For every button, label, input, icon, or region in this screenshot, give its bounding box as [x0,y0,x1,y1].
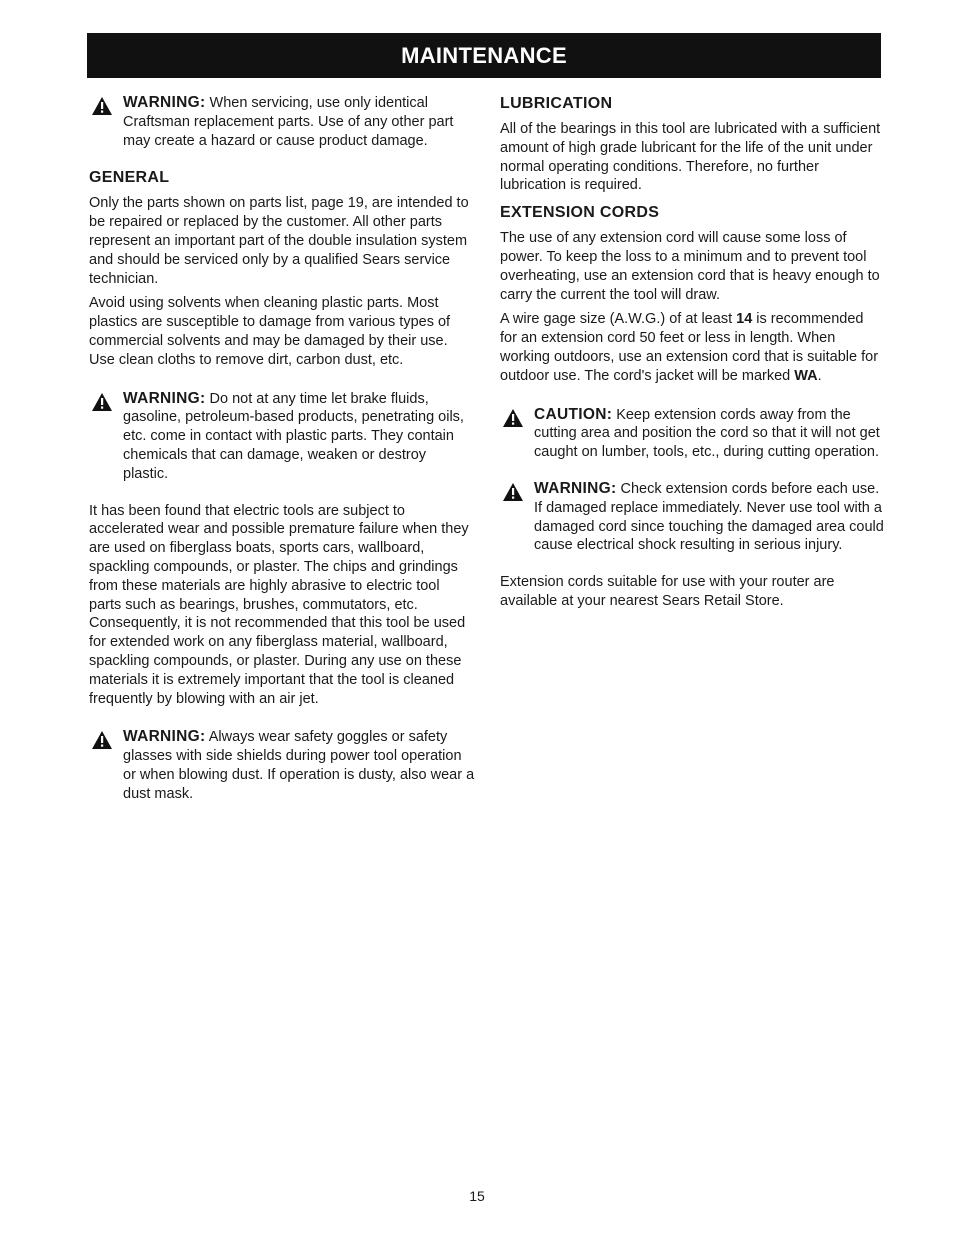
warning-safety-goggles [89,728,475,803]
lubrication-paragraph: All of the bearings in this tool are lubricated with a sufficient amount of high grade lubricant for the life of the unit under normal operating conditions. Therefore, no further lubrication is required. [500,121,881,194]
general-heading: GENERAL [89,169,170,187]
warning-replacement-parts [89,94,475,150]
section-banner [87,33,881,78]
extension-paragraph-2 [500,310,884,385]
warning-solvents [89,390,475,484]
warning-triangle-icon [91,96,113,116]
general-paragraph-2: Avoid using solvents when cleaning plastic parts. Most plastics are susceptible to damage from various types of commercial solvents and may be damaged by their use. Use clean cloths to remove dirt, carbon dust, etc. [89,295,451,368]
fiberglass-paragraph: It has been found that electric tools are subject to accelerated wear and possible premature failure when they are used on fiberglass boats, sports cars, wallboard, spackling compounds, or plaster. The chips and grindings from these materials are highly abrasive to electric tool parts such as bearings, brushes, commutators, etc. Consequently, it is not recommended that this tool be used for extended work on any fiberglass material, wallboard, spackling compounds, or plaster. During any use on these materials it is extremely important that the tool is cleaned frequently by blowing with an air jet. [89,502,469,707]
text-run: . [817,367,822,384]
section-title: MAINTENANCE [401,43,567,68]
warning-triangle-icon [91,392,113,412]
extension-cords-heading: EXTENSION CORDS [500,204,660,222]
text-run: A wire gage size (A.W.G.) of at least [500,311,737,328]
wire-gauge-value: 14 [736,311,753,328]
warning-label: WARNING: [123,389,206,407]
general-paragraph-1: Only the parts shown on parts list, page 19, are intended to be repaired or replaced by the customer. All other parts represent an important part of the double insulation system and should be serviced only by a qualified Sears service technician. [89,195,469,287]
warning-text: When servicing, use only identical Craftsman replacement parts. Use of any other part may create a hazard or cause product damage. [123,95,454,149]
warning-triangle-icon [91,730,113,750]
warning-text: Always wear safety goggles or safety glasses with side shields during power tool operation or when blowing dust. If operation is dusty, also wear a dust mask. [123,729,475,802]
warning-text: Check extension cords before each use. If damaged replace immediately. Never use tool with a damaged cord since touching the damaged area could cause electrical shock resulting in serious injury. [534,480,884,554]
extension-availability-paragraph: Extension cords suitable for use with your router are available at your nearest Sears Retail Store. [500,574,835,609]
extension-paragraph-1: The use of any extension cord will cause some loss of power. To keep the loss to a minimum and to prevent tool overheating, use an extension cord that is heavy enough to carry the current the tool will draw. [500,230,880,303]
warning-check-cords [500,480,884,555]
caution-cord-position [500,406,884,462]
page-number: 15 [469,1188,485,1204]
text-run: is recommended for an extension cord 50 feet or less in length. When working outdoors, use an extension cord that is suitable for outdoor use. The cord's jacket will be marked [500,311,879,384]
warning-label: WARNING: [123,94,206,111]
left-column [89,94,475,804]
warning-label: WARNING: [123,728,206,746]
caution-text: Keep extension cords away from the cutting area and position the cord so that it will not get caught on lumber, tools, etc., during cutting operation. [534,406,880,461]
lubrication-heading: LUBRICATION [500,95,613,112]
jacket-marking: WA [794,367,818,384]
warning-text: Do not at any time let brake fluids, gasoline, petroleum-based products, penetrating oils, etc. come in contact with plastic parts. They contain chemicals that can damage, weaken or destroy plastic. [123,390,464,482]
warning-triangle-icon [502,482,524,502]
right-column [500,94,884,611]
warning-triangle-icon [502,408,524,428]
warning-label: WARNING: [534,479,617,497]
caution-label: CAUTION: [534,405,613,423]
